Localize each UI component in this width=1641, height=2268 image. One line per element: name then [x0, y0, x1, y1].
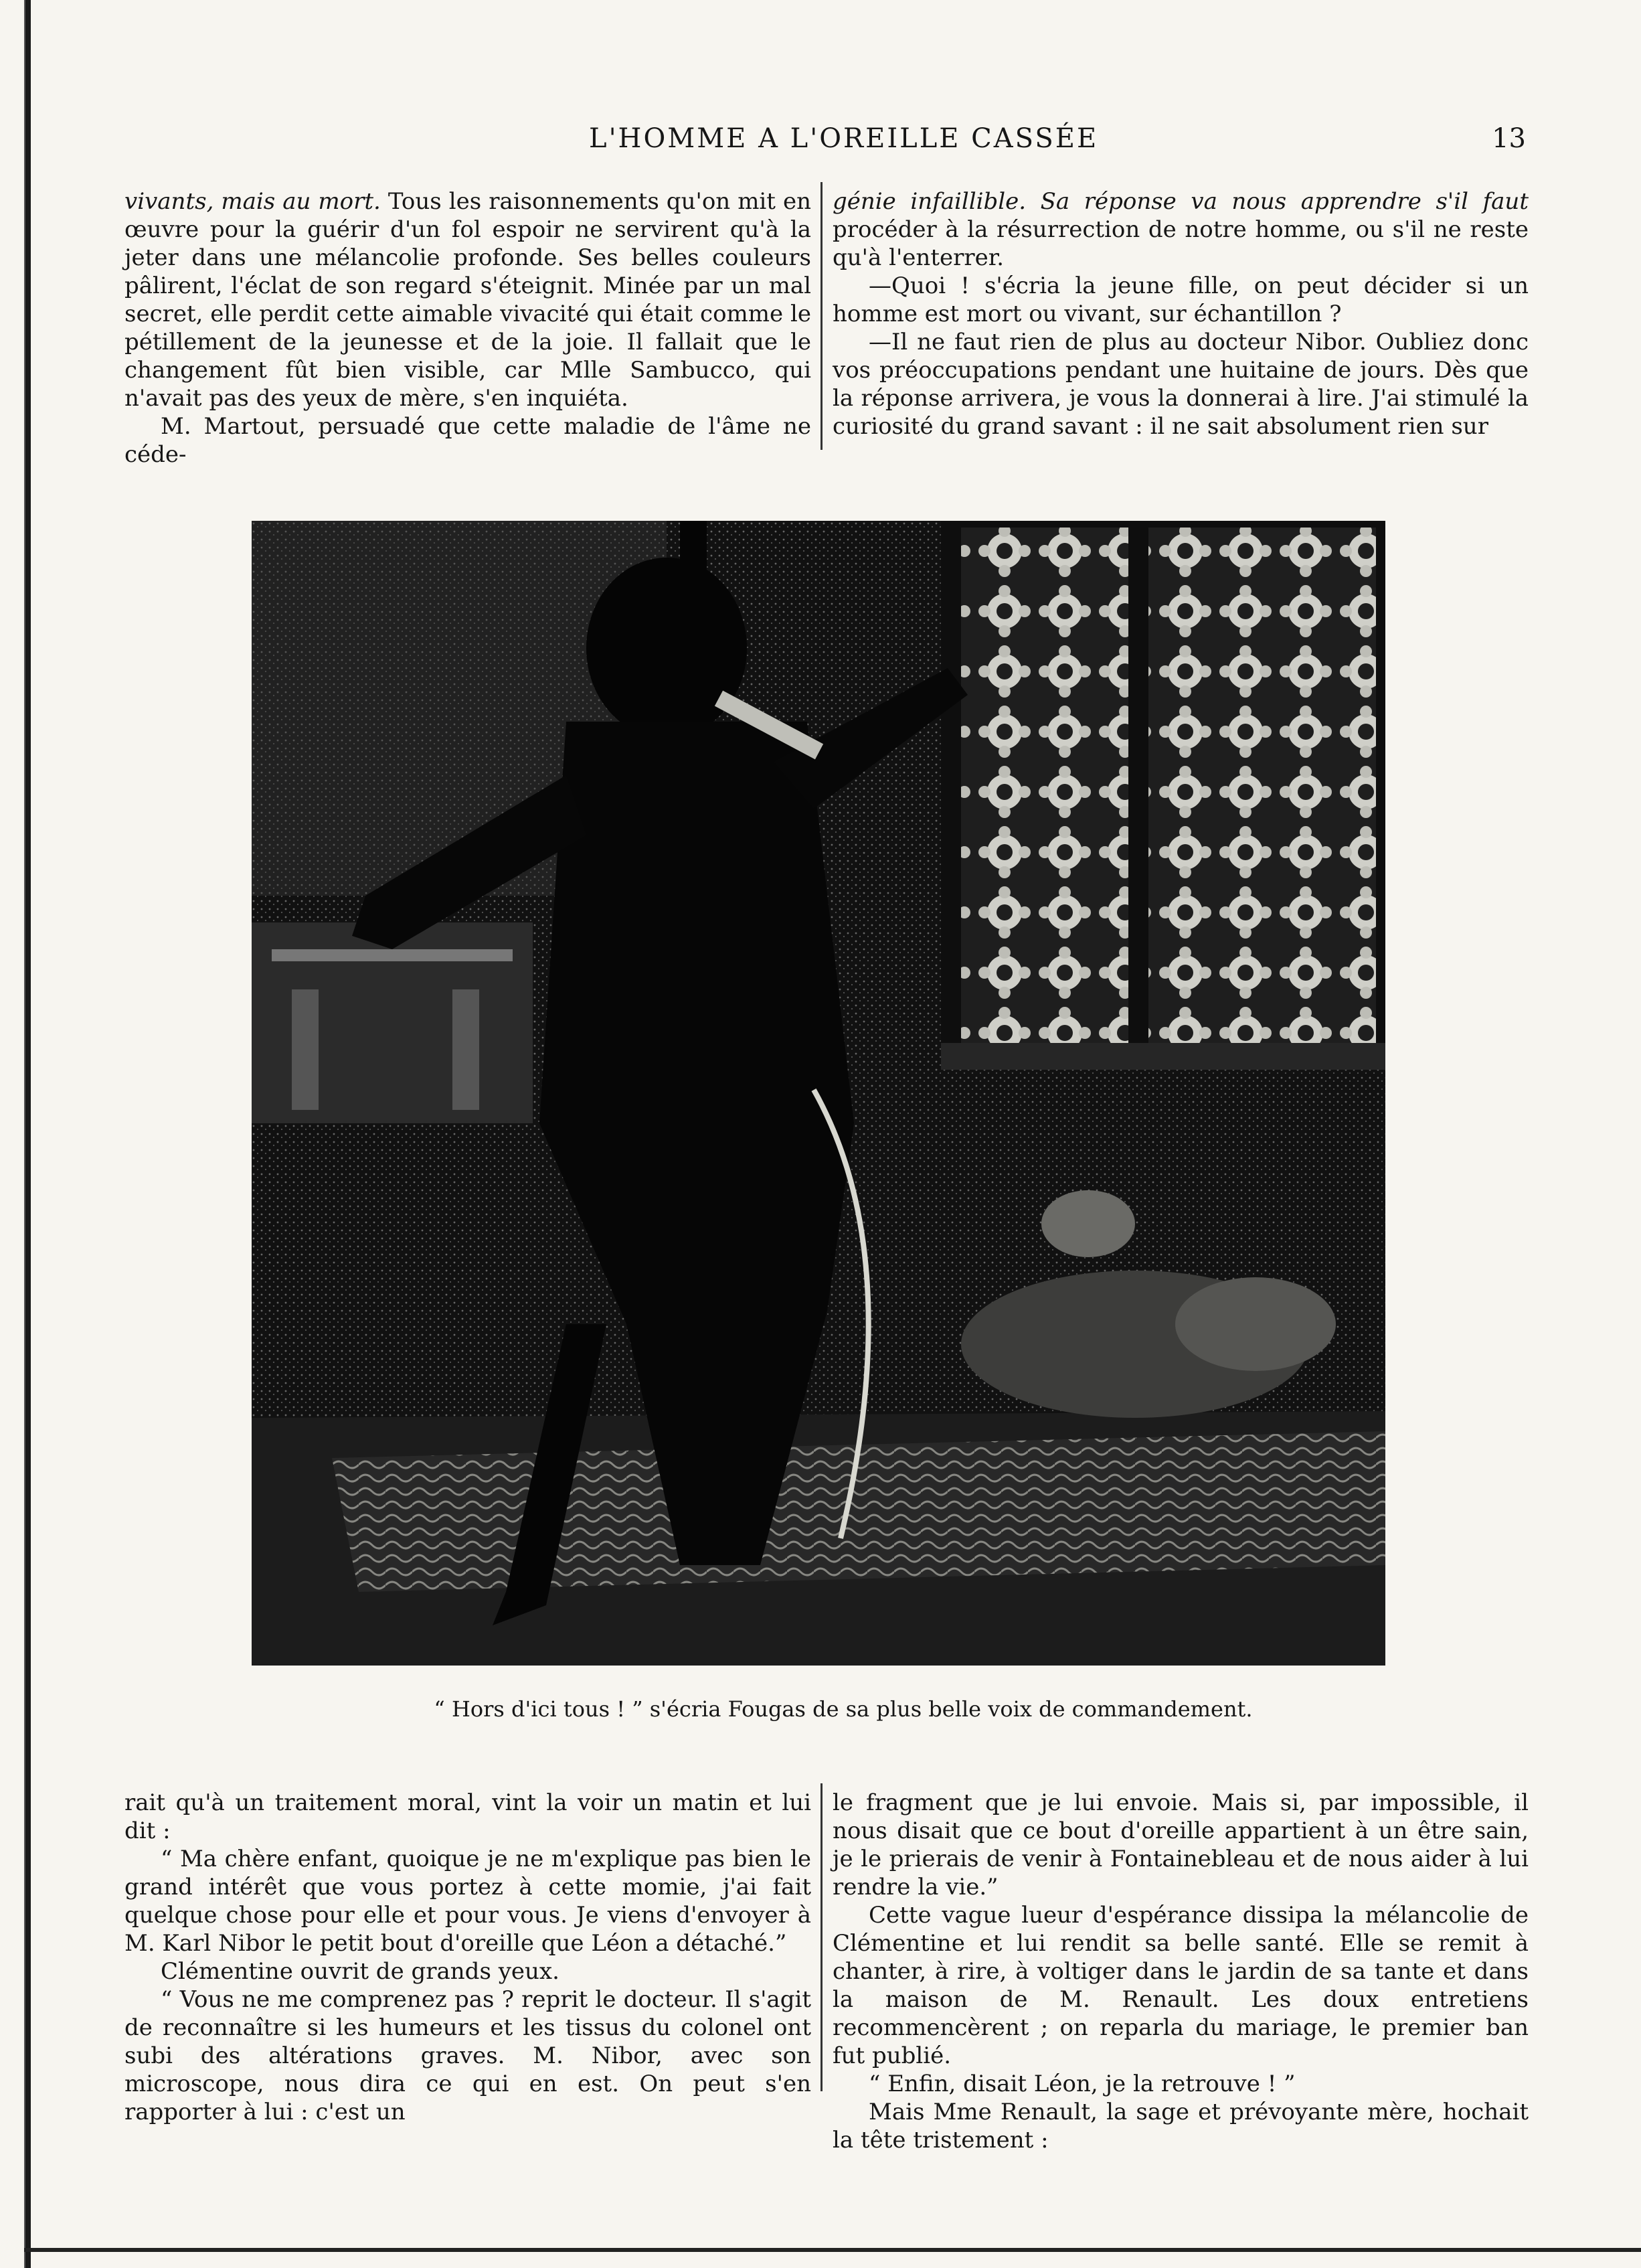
- paragraph: [833, 1901, 1529, 2070]
- paragraph-text: —Quoi ! s'écria la jeune fille, on peut décider si un homme est mort ou vivant, sur échantillon ?: [833, 272, 1529, 327]
- paragraph: [124, 412, 811, 469]
- paragraph: [124, 1789, 811, 1845]
- bottom-left-column: [124, 1789, 811, 2126]
- running-title: L'HOMME A L'OREILLE CASSÉE: [589, 123, 1099, 154]
- top-right-column: [833, 187, 1529, 440]
- illustration-caption: “ Hors d'ici tous ! ” s'écria Fougas de sa plus belle voix de commandement.: [434, 1696, 1253, 1722]
- paragraph-text: M. Martout, persuadé que cette maladie de l'âme ne céde-: [124, 413, 811, 468]
- page-number: 13: [1492, 123, 1526, 154]
- page-header: [589, 123, 1526, 163]
- italic-lead: génie infaillible. Sa réponse va nous apprendre s'il faut: [833, 188, 1529, 215]
- paragraph: [124, 1845, 811, 1957]
- bottom-right-column: [833, 1789, 1529, 2154]
- paragraph-text: procéder à la résurrection de notre homme, ou s'il ne reste qu'à l'enterrer.: [833, 216, 1529, 271]
- paragraph: [124, 1957, 811, 1986]
- paragraph-text: “ Enfin, disait Léon, je la retrouve ! ”: [869, 2071, 1296, 2097]
- paragraph-text: Cette vague lueur d'espérance dissipa la mélancolie de Clémentine et lui rendit sa belle santé. Elle se remit à chanter, à rire, à voltiger dans le jardin de sa tante et dans la maison de M. Renault. Les doux entretiens recommencèrent ; on reparla du mariage, le premier ban fut publié.: [833, 1902, 1529, 2069]
- paragraph: [833, 2098, 1529, 2154]
- paragraph-text: Mais Mme Renault, la sage et prévoyante mère, hochait la tête tristement :: [833, 2099, 1529, 2154]
- column-divider-top: [820, 182, 823, 450]
- paragraph-text: —Il ne faut rien de plus au docteur Nibor. Oubliez donc vos préoccupations pendant une huitaine de jours. Dès que la réponse arrivera, je vous la donnerai à lire. J'ai stimulé la curiosité du grand savant : il ne sait absolument rien sur: [833, 329, 1529, 440]
- paragraph: [833, 2070, 1529, 2098]
- left-margin-rule: [24, 0, 31, 2268]
- paragraph-text: “ Vous ne me comprenez pas ? reprit le docteur. Il s'agit de reconnaître si les humeurs et les tissus du colonel ont subi des altérations graves. M. Nibor, avec son microscope, nous dira ce qui en est. On peut s'en rapporter à lui : c'est un: [124, 1986, 811, 2125]
- paragraph-text: Clémentine ouvrit de grands yeux.: [161, 1958, 559, 1985]
- paragraph-text: “ Ma chère enfant, quoique je ne m'explique pas bien le grand intérêt que vous portez à cette momie, j'ai fait quelque chose pour elle et pour vous. Je viens d'envoyer à M. Karl Nibor le petit bout d'oreille que Léon a détaché.”: [124, 1846, 811, 1957]
- italic-lead: vivants, mais au mort.: [124, 188, 381, 215]
- paragraph-text: le fragment que je lui envoie. Mais si, par impossible, il nous disait que ce bout d'oreille appartient à un être sain, je le prierais de venir à Fontainebleau et de nous aider à lui rendre la vie.”: [833, 1789, 1529, 1900]
- paragraph: [833, 1789, 1529, 1901]
- paragraph: [833, 187, 1529, 272]
- engraving-illustration: [252, 521, 1385, 1666]
- paragraph: [124, 187, 811, 412]
- paragraph-text: rait qu'à un traitement moral, vint la voir un matin et lui dit :: [124, 1789, 811, 1844]
- top-left-column: [124, 187, 811, 469]
- paragraph: [833, 272, 1529, 328]
- bottom-margin-rule: [24, 2248, 1641, 2252]
- paragraph: [124, 1986, 811, 2126]
- engraving-drawing: [252, 521, 1385, 1666]
- paragraph-text: Tous les raisonnements qu'on mit en œuvre pour la guérir d'un fol espoir ne servirent qu'à la jeter dans une mélancolie profonde. Ses belles couleurs pâlirent, l'éclat de son regard s'éteignit. Minée par un mal secret, elle perdit cette aimable vivacité qui était comme le pétillement de la jeunesse et de la joie. Il fallait que le changement fût bien visible, car Mlle Sambucco, qui n'avait pas des yeux de mère, s'en inquiéta.: [124, 188, 812, 412]
- paragraph: [833, 328, 1529, 440]
- column-divider-bottom: [820, 1783, 823, 2091]
